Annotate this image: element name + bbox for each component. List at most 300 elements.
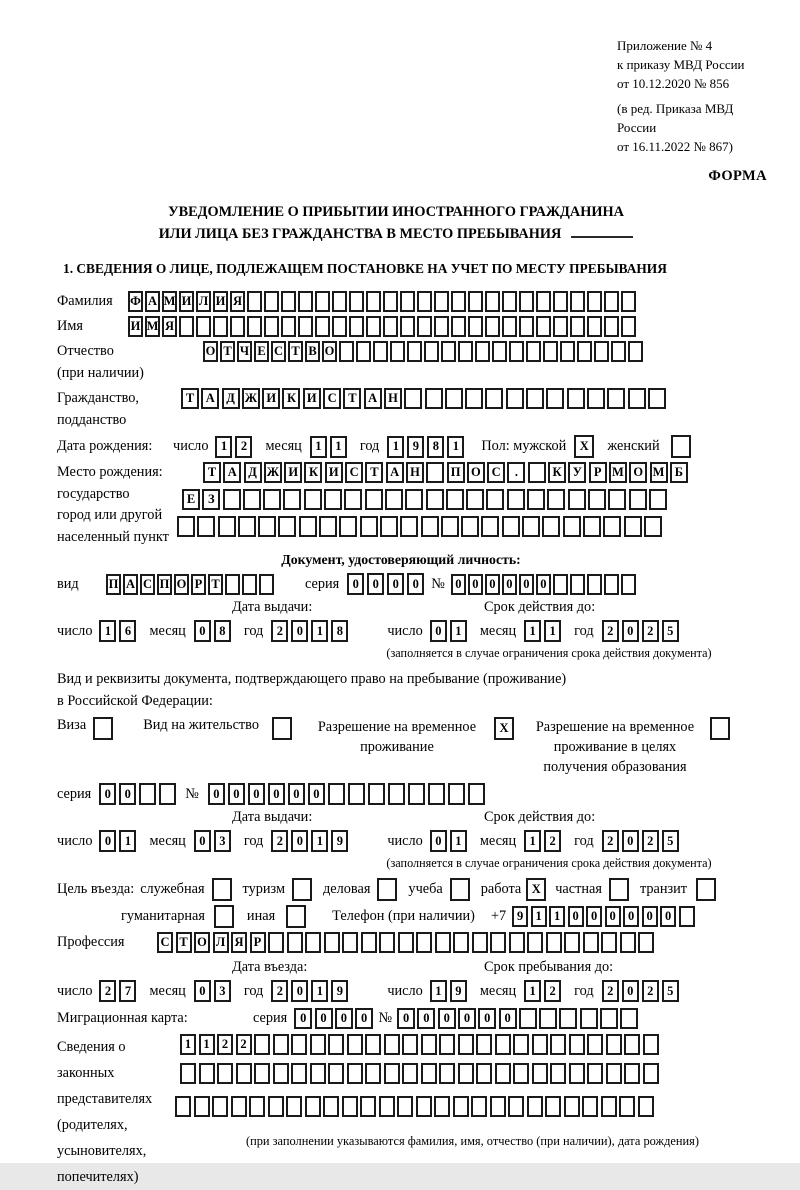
char-box[interactable]: З (202, 489, 220, 510)
char-box[interactable] (258, 516, 276, 537)
char-box[interactable] (286, 1096, 302, 1117)
char-box[interactable]: 3 (214, 980, 231, 1002)
char-box[interactable] (587, 388, 605, 409)
purpose-commercial-checkbox[interactable] (377, 878, 397, 901)
char-box[interactable] (532, 1063, 548, 1084)
char-box[interactable]: 0 (407, 573, 424, 595)
char-box[interactable] (600, 1008, 618, 1029)
char-box[interactable] (347, 1034, 363, 1055)
char-box[interactable]: 0 (228, 783, 245, 805)
char-box[interactable] (604, 574, 619, 595)
char-box[interactable]: И (128, 316, 143, 337)
char-box[interactable] (434, 291, 449, 312)
char-box[interactable]: Т (203, 462, 221, 483)
char-box[interactable] (570, 291, 585, 312)
char-box[interactable]: 0 (499, 1008, 517, 1029)
char-box[interactable]: 0 (99, 830, 116, 852)
char-box[interactable]: М (145, 316, 160, 337)
char-box[interactable] (402, 1034, 418, 1055)
char-box[interactable] (509, 341, 524, 362)
char-box[interactable]: 0 (451, 574, 466, 595)
char-box[interactable]: 1 (450, 620, 467, 642)
char-box[interactable] (486, 489, 504, 510)
char-box[interactable]: 0 (355, 1008, 373, 1029)
char-box[interactable]: Д (222, 388, 240, 409)
char-box[interactable]: Р (589, 462, 607, 483)
char-box[interactable] (580, 1008, 598, 1029)
char-box[interactable] (379, 1096, 395, 1117)
char-box[interactable] (259, 574, 274, 595)
char-box[interactable]: К (304, 462, 322, 483)
char-box[interactable] (441, 516, 459, 537)
char-box[interactable] (356, 341, 371, 362)
char-box[interactable] (550, 1034, 566, 1055)
char-box[interactable]: 0 (622, 830, 639, 852)
char-box[interactable]: О (629, 462, 647, 483)
char-box[interactable] (238, 516, 256, 537)
char-box[interactable]: 8 (214, 620, 231, 642)
char-box[interactable]: У (568, 462, 586, 483)
edu-permit-checkbox[interactable] (710, 717, 730, 740)
char-box[interactable]: А (386, 462, 404, 483)
char-box[interactable]: Ч (237, 341, 252, 362)
char-box[interactable]: 6 (119, 620, 136, 642)
char-box[interactable] (507, 489, 525, 510)
char-box[interactable]: 3 (214, 830, 231, 852)
char-box[interactable] (332, 316, 347, 337)
char-box[interactable]: 0 (291, 980, 308, 1002)
char-box[interactable]: А (223, 462, 241, 483)
char-box[interactable]: Т (288, 341, 303, 362)
char-box[interactable] (400, 291, 415, 312)
char-box[interactable]: 0 (430, 620, 447, 642)
char-box[interactable] (471, 1096, 487, 1117)
char-box[interactable]: Т (181, 388, 199, 409)
char-box[interactable] (398, 932, 414, 953)
char-box[interactable]: 5 (662, 830, 679, 852)
char-box[interactable] (342, 1096, 358, 1117)
char-box[interactable]: 0 (642, 906, 658, 927)
char-box[interactable] (527, 1096, 543, 1117)
char-box[interactable] (379, 932, 395, 953)
char-box[interactable] (426, 489, 444, 510)
char-box[interactable]: О (194, 932, 210, 953)
char-box[interactable] (607, 388, 625, 409)
char-box[interactable] (679, 906, 695, 927)
char-box[interactable]: 0 (485, 574, 500, 595)
char-box[interactable] (247, 291, 262, 312)
char-box[interactable] (485, 388, 503, 409)
char-box[interactable]: 9 (407, 436, 424, 458)
char-box[interactable] (344, 489, 362, 510)
char-box[interactable] (175, 1096, 191, 1117)
char-box[interactable]: О (322, 341, 337, 362)
char-box[interactable] (564, 1096, 580, 1117)
char-box[interactable]: 0 (660, 906, 676, 927)
char-box[interactable]: 2 (642, 620, 659, 642)
char-box[interactable]: 0 (335, 1008, 353, 1029)
char-box[interactable] (587, 574, 602, 595)
char-box[interactable]: 0 (294, 1008, 312, 1029)
char-box[interactable]: 1 (330, 436, 347, 458)
char-box[interactable]: С (140, 574, 155, 595)
char-box[interactable]: 1 (387, 436, 404, 458)
char-box[interactable]: 0 (194, 980, 211, 1002)
char-box[interactable]: О (174, 574, 189, 595)
char-box[interactable]: Л (213, 932, 229, 953)
char-box[interactable]: А (201, 388, 219, 409)
char-box[interactable] (349, 291, 364, 312)
char-box[interactable]: 9 (331, 980, 348, 1002)
char-box[interactable] (601, 932, 617, 953)
char-box[interactable] (458, 1034, 474, 1055)
char-box[interactable]: 0 (248, 783, 265, 805)
char-box[interactable] (448, 783, 465, 805)
char-box[interactable] (476, 1034, 492, 1055)
char-box[interactable] (254, 1063, 270, 1084)
char-box[interactable]: 1 (311, 980, 328, 1002)
sex-female-checkbox[interactable] (671, 435, 691, 458)
char-box[interactable] (621, 574, 636, 595)
char-box[interactable] (424, 341, 439, 362)
char-box[interactable]: 0 (291, 620, 308, 642)
char-box[interactable] (428, 783, 445, 805)
char-box[interactable] (468, 783, 485, 805)
char-box[interactable]: Ф (128, 291, 143, 312)
char-box[interactable]: П (447, 462, 465, 483)
char-box[interactable] (365, 1063, 381, 1084)
char-box[interactable] (380, 516, 398, 537)
char-box[interactable]: 0 (623, 906, 639, 927)
char-box[interactable] (416, 932, 432, 953)
purpose-humanitarian-checkbox[interactable] (214, 905, 234, 928)
purpose-business-checkbox[interactable] (212, 878, 232, 901)
char-box[interactable] (225, 574, 240, 595)
char-box[interactable]: И (325, 462, 343, 483)
char-box[interactable]: 0 (194, 620, 211, 642)
char-box[interactable] (468, 291, 483, 312)
char-box[interactable]: 2 (217, 1034, 233, 1055)
char-box[interactable]: 0 (468, 574, 483, 595)
char-box[interactable]: А (364, 388, 382, 409)
char-box[interactable] (231, 1096, 247, 1117)
char-box[interactable] (383, 316, 398, 337)
char-box[interactable] (217, 1063, 233, 1084)
char-box[interactable]: Т (343, 388, 361, 409)
char-box[interactable] (587, 316, 602, 337)
char-box[interactable] (476, 1063, 492, 1084)
char-box[interactable] (243, 489, 261, 510)
char-box[interactable] (268, 932, 284, 953)
char-box[interactable] (495, 1063, 511, 1084)
char-box[interactable] (298, 291, 313, 312)
char-box[interactable] (577, 341, 592, 362)
char-box[interactable] (638, 932, 654, 953)
char-box[interactable]: Л (196, 291, 211, 312)
char-box[interactable] (383, 291, 398, 312)
char-box[interactable]: 1 (99, 620, 116, 642)
char-box[interactable] (305, 1096, 321, 1117)
char-box[interactable] (648, 388, 666, 409)
char-box[interactable] (236, 1063, 252, 1084)
char-box[interactable]: 0 (367, 573, 384, 595)
char-box[interactable]: 1 (524, 980, 541, 1002)
purpose-study-checkbox[interactable] (450, 878, 470, 901)
char-box[interactable]: 1 (180, 1034, 196, 1055)
char-box[interactable]: 0 (347, 573, 364, 595)
char-box[interactable] (553, 574, 568, 595)
char-box[interactable]: Е (254, 341, 269, 362)
char-box[interactable]: А (145, 291, 160, 312)
visa-checkbox[interactable] (93, 717, 113, 740)
char-box[interactable]: В (305, 341, 320, 362)
char-box[interactable] (434, 1096, 450, 1117)
char-box[interactable]: 0 (194, 830, 211, 852)
char-box[interactable] (495, 1034, 511, 1055)
char-box[interactable]: С (323, 388, 341, 409)
char-box[interactable] (527, 489, 545, 510)
char-box[interactable]: 0 (208, 783, 225, 805)
char-box[interactable] (453, 1096, 469, 1117)
char-box[interactable] (366, 291, 381, 312)
char-box[interactable] (425, 388, 443, 409)
char-box[interactable] (417, 291, 432, 312)
char-box[interactable]: 1 (524, 620, 541, 642)
char-box[interactable]: 0 (430, 830, 447, 852)
char-box[interactable] (536, 316, 551, 337)
char-box[interactable] (342, 932, 358, 953)
char-box[interactable] (628, 341, 643, 362)
char-box[interactable] (539, 1008, 557, 1029)
char-box[interactable]: 2 (544, 980, 561, 1002)
char-box[interactable] (385, 489, 403, 510)
char-box[interactable] (305, 932, 321, 953)
char-box[interactable]: И (179, 291, 194, 312)
char-box[interactable] (604, 316, 619, 337)
char-box[interactable] (384, 1034, 400, 1055)
char-box[interactable] (365, 1034, 381, 1055)
char-box[interactable] (621, 316, 636, 337)
char-box[interactable] (426, 462, 444, 483)
char-box[interactable]: 0 (536, 574, 551, 595)
char-box[interactable] (264, 291, 279, 312)
char-box[interactable]: 1 (524, 830, 541, 852)
char-box[interactable]: И (262, 388, 280, 409)
char-box[interactable] (407, 341, 422, 362)
char-box[interactable]: 0 (458, 1008, 476, 1029)
char-box[interactable] (506, 388, 524, 409)
char-box[interactable] (453, 932, 469, 953)
char-box[interactable] (421, 1063, 437, 1084)
char-box[interactable] (218, 516, 236, 537)
char-box[interactable] (582, 1096, 598, 1117)
sex-male-checkbox[interactable]: X (574, 435, 594, 458)
char-box[interactable] (283, 489, 301, 510)
char-box[interactable]: Т (176, 932, 192, 953)
char-box[interactable]: 1 (430, 980, 447, 1002)
char-box[interactable]: 0 (268, 783, 285, 805)
char-box[interactable] (441, 341, 456, 362)
char-box[interactable]: 0 (605, 906, 621, 927)
char-box[interactable]: 0 (622, 620, 639, 642)
char-box[interactable] (583, 516, 601, 537)
char-box[interactable] (400, 516, 418, 537)
char-box[interactable] (287, 932, 303, 953)
char-box[interactable]: 0 (417, 1008, 435, 1029)
char-box[interactable]: . (507, 462, 525, 483)
char-box[interactable]: 0 (622, 980, 639, 1002)
char-box[interactable] (550, 1063, 566, 1084)
char-box[interactable]: М (609, 462, 627, 483)
char-box[interactable] (519, 1008, 537, 1029)
char-box[interactable] (404, 388, 422, 409)
char-box[interactable] (373, 341, 388, 362)
char-box[interactable]: 2 (271, 620, 288, 642)
char-box[interactable] (397, 1096, 413, 1117)
char-box[interactable]: С (345, 462, 363, 483)
char-box[interactable] (604, 291, 619, 312)
char-box[interactable]: 1 (447, 436, 464, 458)
char-box[interactable]: 8 (331, 620, 348, 642)
char-box[interactable]: 0 (438, 1008, 456, 1029)
char-box[interactable] (570, 316, 585, 337)
char-box[interactable] (492, 341, 507, 362)
char-box[interactable]: П (106, 574, 121, 595)
char-box[interactable] (611, 341, 626, 362)
char-box[interactable] (621, 291, 636, 312)
char-box[interactable] (587, 291, 602, 312)
char-box[interactable] (315, 291, 330, 312)
char-box[interactable]: 2 (642, 980, 659, 1002)
char-box[interactable] (213, 316, 228, 337)
char-box[interactable] (536, 291, 551, 312)
char-box[interactable] (421, 1034, 437, 1055)
char-box[interactable] (606, 1063, 622, 1084)
char-box[interactable]: М (162, 291, 177, 312)
char-box[interactable] (568, 489, 586, 510)
char-box[interactable] (278, 516, 296, 537)
char-box[interactable] (180, 1063, 196, 1084)
char-box[interactable] (384, 1063, 400, 1084)
char-box[interactable] (304, 489, 322, 510)
char-box[interactable] (545, 1096, 561, 1117)
char-box[interactable] (527, 932, 543, 953)
char-box[interactable]: П (157, 574, 172, 595)
char-box[interactable]: Е (182, 489, 200, 510)
char-box[interactable] (624, 1063, 640, 1084)
char-box[interactable] (461, 516, 479, 537)
char-box[interactable] (291, 1063, 307, 1084)
char-box[interactable] (139, 783, 156, 805)
char-box[interactable]: 0 (502, 574, 517, 595)
char-box[interactable]: 0 (387, 573, 404, 595)
char-box[interactable]: О (467, 462, 485, 483)
char-box[interactable] (526, 341, 541, 362)
char-box[interactable]: К (548, 462, 566, 483)
char-box[interactable] (199, 1063, 215, 1084)
char-box[interactable] (588, 489, 606, 510)
char-box[interactable] (254, 1034, 270, 1055)
char-box[interactable]: И (284, 462, 302, 483)
char-box[interactable] (435, 932, 451, 953)
char-box[interactable] (519, 291, 534, 312)
char-box[interactable]: 2 (602, 620, 619, 642)
char-box[interactable] (569, 1063, 585, 1084)
char-box[interactable]: Я (231, 932, 247, 953)
char-box[interactable] (159, 783, 176, 805)
char-box[interactable] (451, 291, 466, 312)
char-box[interactable]: Ж (264, 462, 282, 483)
char-box[interactable]: Р (191, 574, 206, 595)
char-box[interactable]: 9 (512, 906, 528, 927)
char-box[interactable] (273, 1034, 289, 1055)
char-box[interactable] (405, 489, 423, 510)
char-box[interactable]: 1 (310, 436, 327, 458)
char-box[interactable]: С (271, 341, 286, 362)
char-box[interactable]: 2 (602, 980, 619, 1002)
char-box[interactable]: 0 (99, 783, 116, 805)
char-box[interactable] (583, 932, 599, 953)
purpose-work-checkbox[interactable]: X (526, 878, 546, 901)
char-box[interactable]: Я (162, 316, 177, 337)
char-box[interactable]: 2 (642, 830, 659, 852)
char-box[interactable] (649, 489, 667, 510)
char-box[interactable]: 5 (662, 980, 679, 1002)
char-box[interactable]: 1 (549, 906, 565, 927)
char-box[interactable]: А (123, 574, 138, 595)
char-box[interactable] (365, 489, 383, 510)
char-box[interactable] (439, 1034, 455, 1055)
char-box[interactable] (310, 1063, 326, 1084)
char-box[interactable]: Р (250, 932, 266, 953)
char-box[interactable]: 8 (427, 436, 444, 458)
char-box[interactable]: 0 (397, 1008, 415, 1029)
char-box[interactable] (485, 291, 500, 312)
char-box[interactable] (242, 574, 257, 595)
char-box[interactable]: И (303, 388, 321, 409)
char-box[interactable] (629, 489, 647, 510)
char-box[interactable] (349, 316, 364, 337)
char-box[interactable]: О (203, 341, 218, 362)
char-box[interactable]: 0 (568, 906, 584, 927)
char-box[interactable]: Т (208, 574, 223, 595)
char-box[interactable]: 0 (288, 783, 305, 805)
char-box[interactable] (196, 316, 211, 337)
char-box[interactable] (324, 489, 342, 510)
char-box[interactable] (247, 316, 262, 337)
char-box[interactable] (567, 388, 585, 409)
char-box[interactable]: 9 (331, 830, 348, 852)
char-box[interactable]: Я (230, 291, 245, 312)
char-box[interactable] (553, 316, 568, 337)
char-box[interactable] (620, 1008, 638, 1029)
char-box[interactable] (402, 1063, 418, 1084)
char-box[interactable] (194, 1096, 210, 1117)
char-box[interactable] (643, 1063, 659, 1084)
char-box[interactable] (546, 932, 562, 953)
char-box[interactable]: 5 (662, 620, 679, 642)
char-box[interactable] (587, 1034, 603, 1055)
char-box[interactable] (268, 1096, 284, 1117)
char-box[interactable] (522, 516, 540, 537)
char-box[interactable] (361, 932, 377, 953)
char-box[interactable] (466, 489, 484, 510)
char-box[interactable] (465, 388, 483, 409)
residence-permit-checkbox[interactable] (272, 717, 292, 740)
char-box[interactable] (445, 388, 463, 409)
char-box[interactable] (546, 388, 564, 409)
char-box[interactable] (332, 291, 347, 312)
